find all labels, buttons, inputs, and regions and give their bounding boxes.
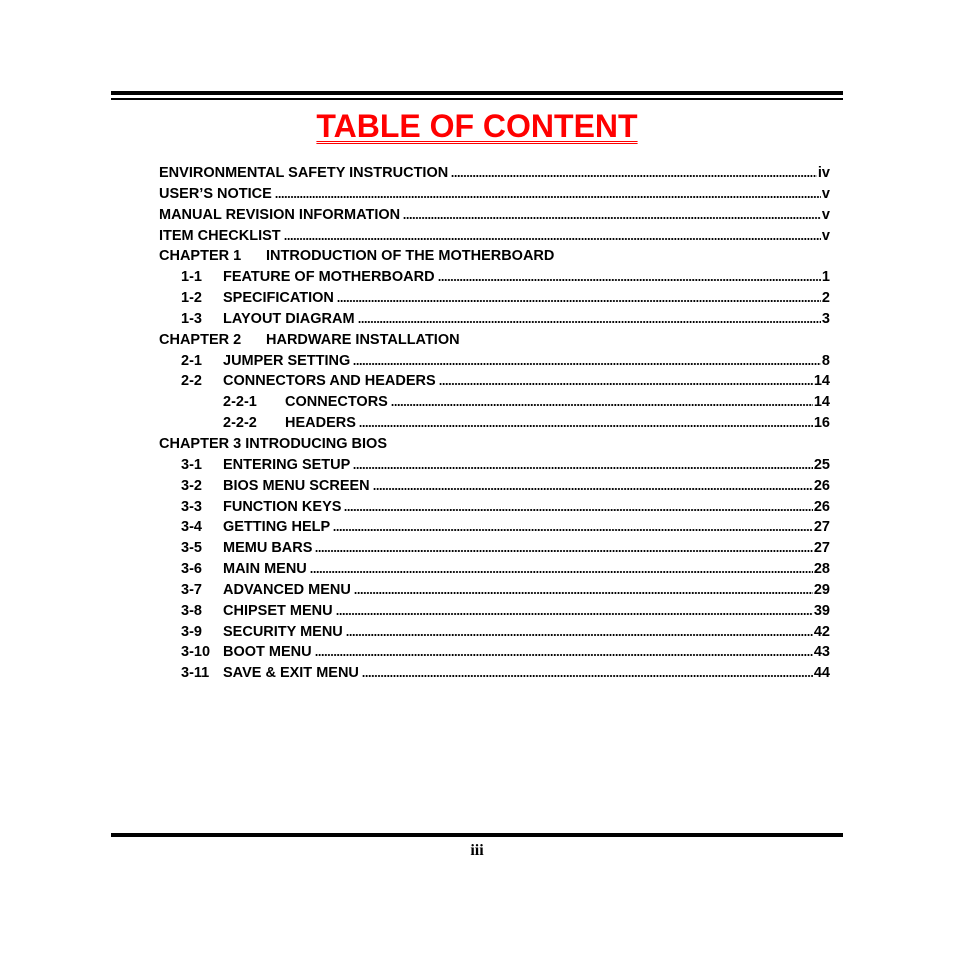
header-rule-thin bbox=[111, 98, 843, 100]
toc-entry-number: 3-5 bbox=[181, 540, 202, 557]
toc-dot-leader bbox=[353, 353, 821, 365]
toc-entry-page: 43 bbox=[813, 644, 830, 661]
toc-entry-label: ITEM CHECKLIST bbox=[159, 227, 281, 244]
toc-entry-label: BIOS MENU SCREEN bbox=[223, 477, 370, 494]
toc-dot-leader bbox=[391, 394, 813, 406]
toc-chapter-number: CHAPTER 1 bbox=[159, 248, 242, 265]
toc-entry-page: 26 bbox=[813, 498, 830, 515]
toc-entry-number: 2-1 bbox=[181, 352, 202, 369]
toc-dot-leader bbox=[346, 624, 813, 636]
toc-dot-leader bbox=[358, 311, 821, 323]
toc-entry-page: 8 bbox=[821, 352, 830, 369]
toc-entry-page: 28 bbox=[813, 561, 830, 578]
toc-entry-label: FEATURE OF MOTHERBOARD bbox=[223, 269, 435, 286]
toc-dot-leader bbox=[337, 290, 821, 302]
toc-entry[interactable] bbox=[159, 351, 830, 372]
toc-entry-label: LAYOUT DIAGRAM bbox=[223, 310, 355, 327]
toc-entry-number: 1-1 bbox=[181, 269, 202, 286]
toc-entry-label: SECURITY MENU bbox=[223, 623, 343, 640]
toc-entry[interactable] bbox=[159, 538, 830, 559]
toc-entry[interactable] bbox=[159, 622, 830, 643]
toc-entry-page: 14 bbox=[813, 394, 830, 411]
toc-entry-number: 3-2 bbox=[181, 477, 202, 494]
toc-entry-page: 27 bbox=[813, 519, 830, 536]
toc-entry[interactable] bbox=[159, 309, 830, 330]
toc-chapter-heading[interactable] bbox=[159, 246, 830, 267]
toc-entry[interactable] bbox=[159, 371, 830, 392]
toc-dot-leader bbox=[344, 499, 812, 511]
toc-dot-leader bbox=[315, 644, 813, 656]
toc-entry-label: MAIN MENU bbox=[223, 561, 307, 578]
toc-dot-leader bbox=[439, 373, 813, 385]
toc-dot-leader bbox=[333, 519, 813, 531]
toc-entry-number: 3-11 bbox=[181, 665, 210, 682]
toc-dot-leader bbox=[362, 665, 813, 677]
toc-entry-label: ENTERING SETUP bbox=[223, 456, 351, 473]
toc-entry[interactable] bbox=[159, 642, 830, 663]
toc-entry-label: CHIPSET MENU bbox=[223, 602, 333, 619]
toc-entry-page: 3 bbox=[821, 310, 830, 327]
toc-entry-label: MANUAL REVISION INFORMATION bbox=[159, 206, 401, 223]
toc-chapter-number: CHAPTER 2 bbox=[159, 331, 242, 348]
toc-dot-leader bbox=[403, 207, 821, 219]
toc-entry-label: ENVIRONMENTAL SAFETY INSTRUCTION bbox=[159, 165, 449, 181]
toc-entry-label: MEMU BARS bbox=[223, 540, 313, 557]
toc-entry[interactable] bbox=[159, 476, 830, 497]
toc-entry-page: 16 bbox=[813, 415, 830, 432]
toc-entry-number: 1-2 bbox=[181, 290, 202, 307]
toc-entry-number: 2-2-1 bbox=[223, 394, 257, 411]
toc-chapter-title: INTRODUCTION OF THE MOTHERBOARD bbox=[266, 248, 555, 265]
toc-entry-page: 14 bbox=[813, 373, 830, 390]
toc-entry[interactable] bbox=[159, 392, 830, 413]
toc-entry-label: CONNECTORS bbox=[285, 394, 388, 411]
toc-dot-leader bbox=[438, 269, 821, 281]
toc-entry-page: 2 bbox=[821, 290, 830, 307]
toc-entry[interactable] bbox=[159, 267, 830, 288]
toc-entry[interactable] bbox=[159, 205, 830, 226]
header-rule-thick bbox=[111, 91, 843, 95]
toc-entry-page: v bbox=[821, 185, 830, 202]
toc-dot-leader bbox=[310, 561, 813, 573]
toc-entry-number: 3-3 bbox=[181, 498, 202, 515]
toc-entry-page: 25 bbox=[813, 456, 830, 473]
toc-dot-leader bbox=[284, 228, 821, 240]
toc-entry-label: CONNECTORS AND HEADERS bbox=[223, 373, 436, 390]
toc-entry-page: 29 bbox=[813, 581, 830, 598]
toc-dot-leader bbox=[354, 582, 813, 594]
toc-chapter-heading[interactable] bbox=[159, 330, 830, 351]
toc-entry-number: 3-10 bbox=[181, 644, 211, 661]
toc-entry-page: 27 bbox=[813, 540, 830, 557]
toc-entry-page: v bbox=[821, 227, 830, 244]
toc-entry-number: 3-6 bbox=[181, 561, 202, 578]
toc-dot-leader bbox=[451, 165, 817, 177]
toc-entry-page: 39 bbox=[813, 602, 830, 619]
toc-dot-leader bbox=[315, 540, 812, 552]
toc-entry-label: SAVE & EXIT MENU bbox=[223, 665, 359, 682]
toc-entry-label: GETTING HELP bbox=[223, 519, 331, 536]
toc-entry-number: 3-1 bbox=[181, 456, 202, 473]
toc-entry-page: iv bbox=[817, 165, 830, 181]
toc-entry[interactable] bbox=[159, 601, 830, 622]
toc-dot-leader bbox=[359, 415, 813, 427]
table-of-contents bbox=[159, 163, 830, 684]
toc-entry-number: 3-4 bbox=[181, 519, 202, 536]
toc-entry[interactable] bbox=[159, 580, 830, 601]
toc-entry[interactable] bbox=[159, 413, 830, 434]
toc-chapter-title: HARDWARE INSTALLATION bbox=[266, 331, 460, 348]
toc-entry[interactable] bbox=[159, 288, 830, 309]
toc-entry[interactable] bbox=[159, 163, 830, 184]
toc-entry-page: 1 bbox=[821, 269, 830, 286]
toc-entry-number: 2-2 bbox=[181, 373, 202, 390]
page-number: iii bbox=[470, 842, 484, 859]
toc-entry-label: JUMPER SETTING bbox=[223, 352, 351, 369]
toc-entry[interactable] bbox=[159, 184, 830, 205]
toc-entry-label: BOOT MENU bbox=[223, 644, 312, 661]
toc-dot-leader bbox=[336, 603, 813, 615]
toc-entry-label: FUNCTION KEYS bbox=[223, 498, 342, 515]
toc-dot-leader bbox=[275, 186, 821, 198]
toc-entry-number: 2-2-2 bbox=[223, 415, 257, 432]
toc-entry[interactable] bbox=[159, 226, 830, 247]
toc-dot-leader bbox=[353, 457, 813, 469]
toc-entry-label: SPECIFICATION bbox=[223, 290, 334, 307]
toc-entry[interactable] bbox=[159, 497, 830, 518]
toc-entry[interactable] bbox=[159, 559, 830, 580]
toc-entry-page: 44 bbox=[813, 665, 830, 682]
toc-entry-number: 1-3 bbox=[181, 310, 202, 327]
toc-entry-label: ADVANCED MENU bbox=[223, 581, 351, 598]
toc-entry[interactable] bbox=[159, 455, 830, 476]
page-title: TABLE OF CONTENT bbox=[316, 108, 638, 144]
toc-entry-page: 42 bbox=[813, 623, 830, 640]
toc-entry-number: 3-9 bbox=[181, 623, 202, 640]
footer-rule bbox=[111, 833, 843, 837]
toc-entry-label: USER’S NOTICE bbox=[159, 185, 272, 202]
toc-entry-page: 26 bbox=[813, 477, 830, 494]
toc-entry-label: HEADERS bbox=[285, 415, 356, 432]
toc-chapter-heading[interactable] bbox=[159, 434, 830, 455]
toc-entry[interactable] bbox=[159, 517, 830, 538]
toc-dot-leader bbox=[373, 478, 813, 490]
toc-chapter-title: CHAPTER 3 INTRODUCING BIOS bbox=[159, 435, 387, 452]
toc-entry[interactable] bbox=[159, 663, 830, 684]
toc-entry-number: 3-7 bbox=[181, 581, 202, 598]
toc-entry-number: 3-8 bbox=[181, 602, 202, 619]
toc-entry-page: v bbox=[821, 206, 830, 223]
